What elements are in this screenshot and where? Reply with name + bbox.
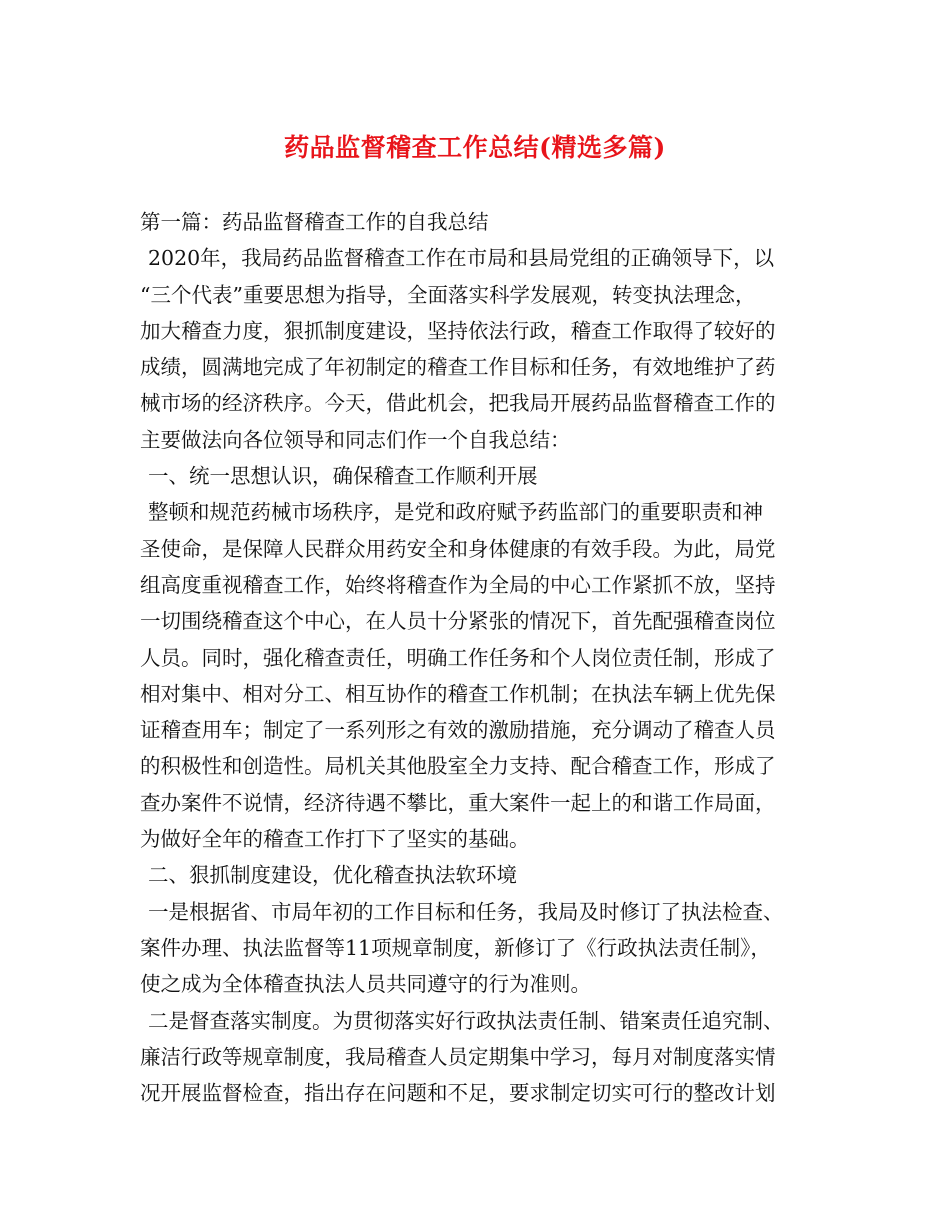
paragraph-line: “三个代表”重要思想为指导，全面落实科学发展观，转变执法理念，: [140, 282, 756, 307]
paragraph-line: 成绩，圆满地完成了年初制定的稽查工作目标和任务，有效地维护了药: [140, 355, 776, 380]
paragraph-line: 一是根据省、市局年初的工作目标和任务，我局及时修订了执法检查、: [148, 899, 784, 924]
paragraph-line: 一切围绕稽查这个中心，在人员十分紧张的情况下，首先配强稽查岗位: [140, 609, 776, 634]
paragraph-line: 二是督查落实制度。为贯彻落实好行政执法责任制、错案责任追究制、: [148, 1008, 784, 1033]
document-title: 药品监督稽查工作总结(精选多篇): [284, 133, 666, 162]
paragraph-line: 使之成为全体稽查执法人员共同遵守的行为准则。: [140, 972, 591, 997]
paragraph-line: 廉洁行政等规章制度，我局稽查人员定期集中学习，每月对制度落实情: [140, 1044, 776, 1069]
paragraph-line: 相对集中、相对分工、相互协作的稽查工作机制；在执法车辆上优先保: [140, 681, 776, 706]
paragraph-line: 整顿和规范药械市场秩序，是党和政府赋予药监部门的重要职责和神: [148, 500, 763, 525]
paragraph-line: 的积极性和创造性。局机关其他股室全力支持、配合稽查工作，形成了: [140, 754, 776, 779]
paragraph-line: 查办案件不说情，经济待遇不攀比，重大案件一起上的和谐工作局面，: [140, 790, 776, 815]
paragraph-line: 为做好全年的稽查工作打下了坚实的基础。: [140, 827, 530, 852]
document-body: [140, 204, 830, 1111]
paragraph-line: 证稽查用车；制定了一系列形之有效的激励措施，充分调动了稽查人员: [140, 718, 776, 743]
paragraph-line: 械市场的经济秩序。今天，借此机会，把我局开展药品监督稽查工作的: [140, 391, 776, 416]
paragraph-line: 组高度重视稽查工作，始终将稽查作为全局的中心工作紧抓不放，坚持: [140, 572, 776, 597]
paragraph-line: 人员。同时，强化稽查责任，明确工作任务和个人岗位责任制，形成了: [140, 645, 776, 670]
paragraph-line: 案件办理、执法监督等11项规章制度，新修订了《行政执法责任制》，: [140, 935, 771, 960]
subsection-heading: 一、统一思想认识，确保稽查工作顺利开展: [148, 464, 538, 489]
paragraph-line: 加大稽查力度，狠抓制度建设，坚持依法行政，稽查工作取得了较好的: [140, 318, 776, 343]
paragraph-line: 主要做法向各位领导和同志们作一个自我总结：: [140, 427, 571, 452]
subsection-heading: 二、狠抓制度建设，优化稽查执法软环境: [148, 863, 517, 888]
section-heading: 第一篇：药品监督稽查工作的自我总结: [140, 210, 489, 234]
paragraph-line: 况开展监督检查，指出存在问题和不足，要求制定切实可行的整改计划: [140, 1081, 776, 1106]
paragraph-line: 圣使命，是保障人民群众用药安全和身体健康的有效手段。为此，局党: [140, 536, 776, 561]
paragraph-line: 2020年，我局药品监督稽查工作在市局和县局党组的正确领导下，以: [148, 246, 775, 271]
